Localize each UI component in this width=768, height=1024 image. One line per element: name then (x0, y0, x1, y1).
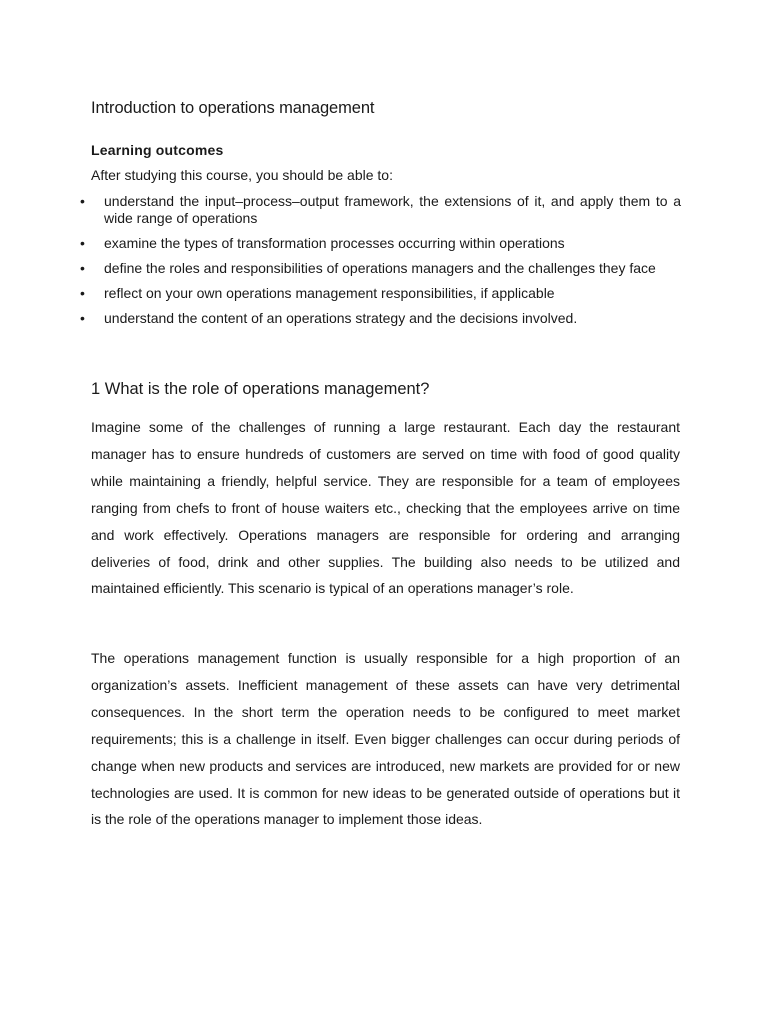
learning-outcomes-heading: Learning outcomes (91, 142, 224, 158)
list-item-text: understand the input–process–output framework, the extensions of it, and apply them to a wide range of operations (104, 193, 681, 226)
list-item-text: reflect on your own operations management responsibilities, if applicable (104, 285, 555, 301)
section-heading: 1 What is the role of operations management? (91, 380, 430, 398)
list-item (0, 235, 681, 252)
list-item (0, 193, 681, 227)
bullet-icon: • (80, 310, 85, 326)
list-item (0, 285, 681, 302)
learning-outcomes-list (0, 193, 768, 335)
bullet-icon: • (80, 260, 85, 276)
learning-outcomes-intro: After studying this course, you should be able to: (91, 167, 393, 183)
body-paragraph: Imagine some of the challenges of running a large restaurant. Each day the restaurant manager has to ensure hundreds of customers are served on time with food of good quality while maintaining a friendly, helpful service. They are responsible for a team of employees ranging from chefs to front of house waiters etc., checking that the employees arrive on time and work effectively. Operations managers are responsible for ordering and arranging deliveries of food, drink and other supplies. The building also needs to be utilized and maintained efficiently. This scenario is typical of an operations manager’s role. (91, 419, 680, 597)
document-title: Introduction to operations management (91, 99, 375, 117)
list-item-text: understand the content of an operations strategy and the decisions involved. (104, 310, 578, 326)
bullet-icon: • (80, 235, 85, 251)
bullet-icon: • (80, 285, 85, 301)
body-paragraph: The operations management function is usually responsible for a high proportion of an organization’s assets. Inefficient management of these assets can have very detrimental consequences. In the short term the operation needs to be configured to meet market requirements; this is a challenge in itself. Even bigger challenges can occur during periods of change when new products and services are introduced, new markets are provided for or new technologies are used. It is common for new ideas to be generated outside of operations but it is the role of the operations manager to implement those ideas. (91, 650, 680, 828)
list-item-text: define the roles and responsibilities of operations managers and the challenges they face (104, 260, 656, 276)
bullet-icon: • (80, 193, 85, 209)
list-item-text: examine the types of transformation processes occurring within operations (104, 235, 565, 251)
list-item (0, 260, 681, 277)
list-item (0, 310, 681, 327)
